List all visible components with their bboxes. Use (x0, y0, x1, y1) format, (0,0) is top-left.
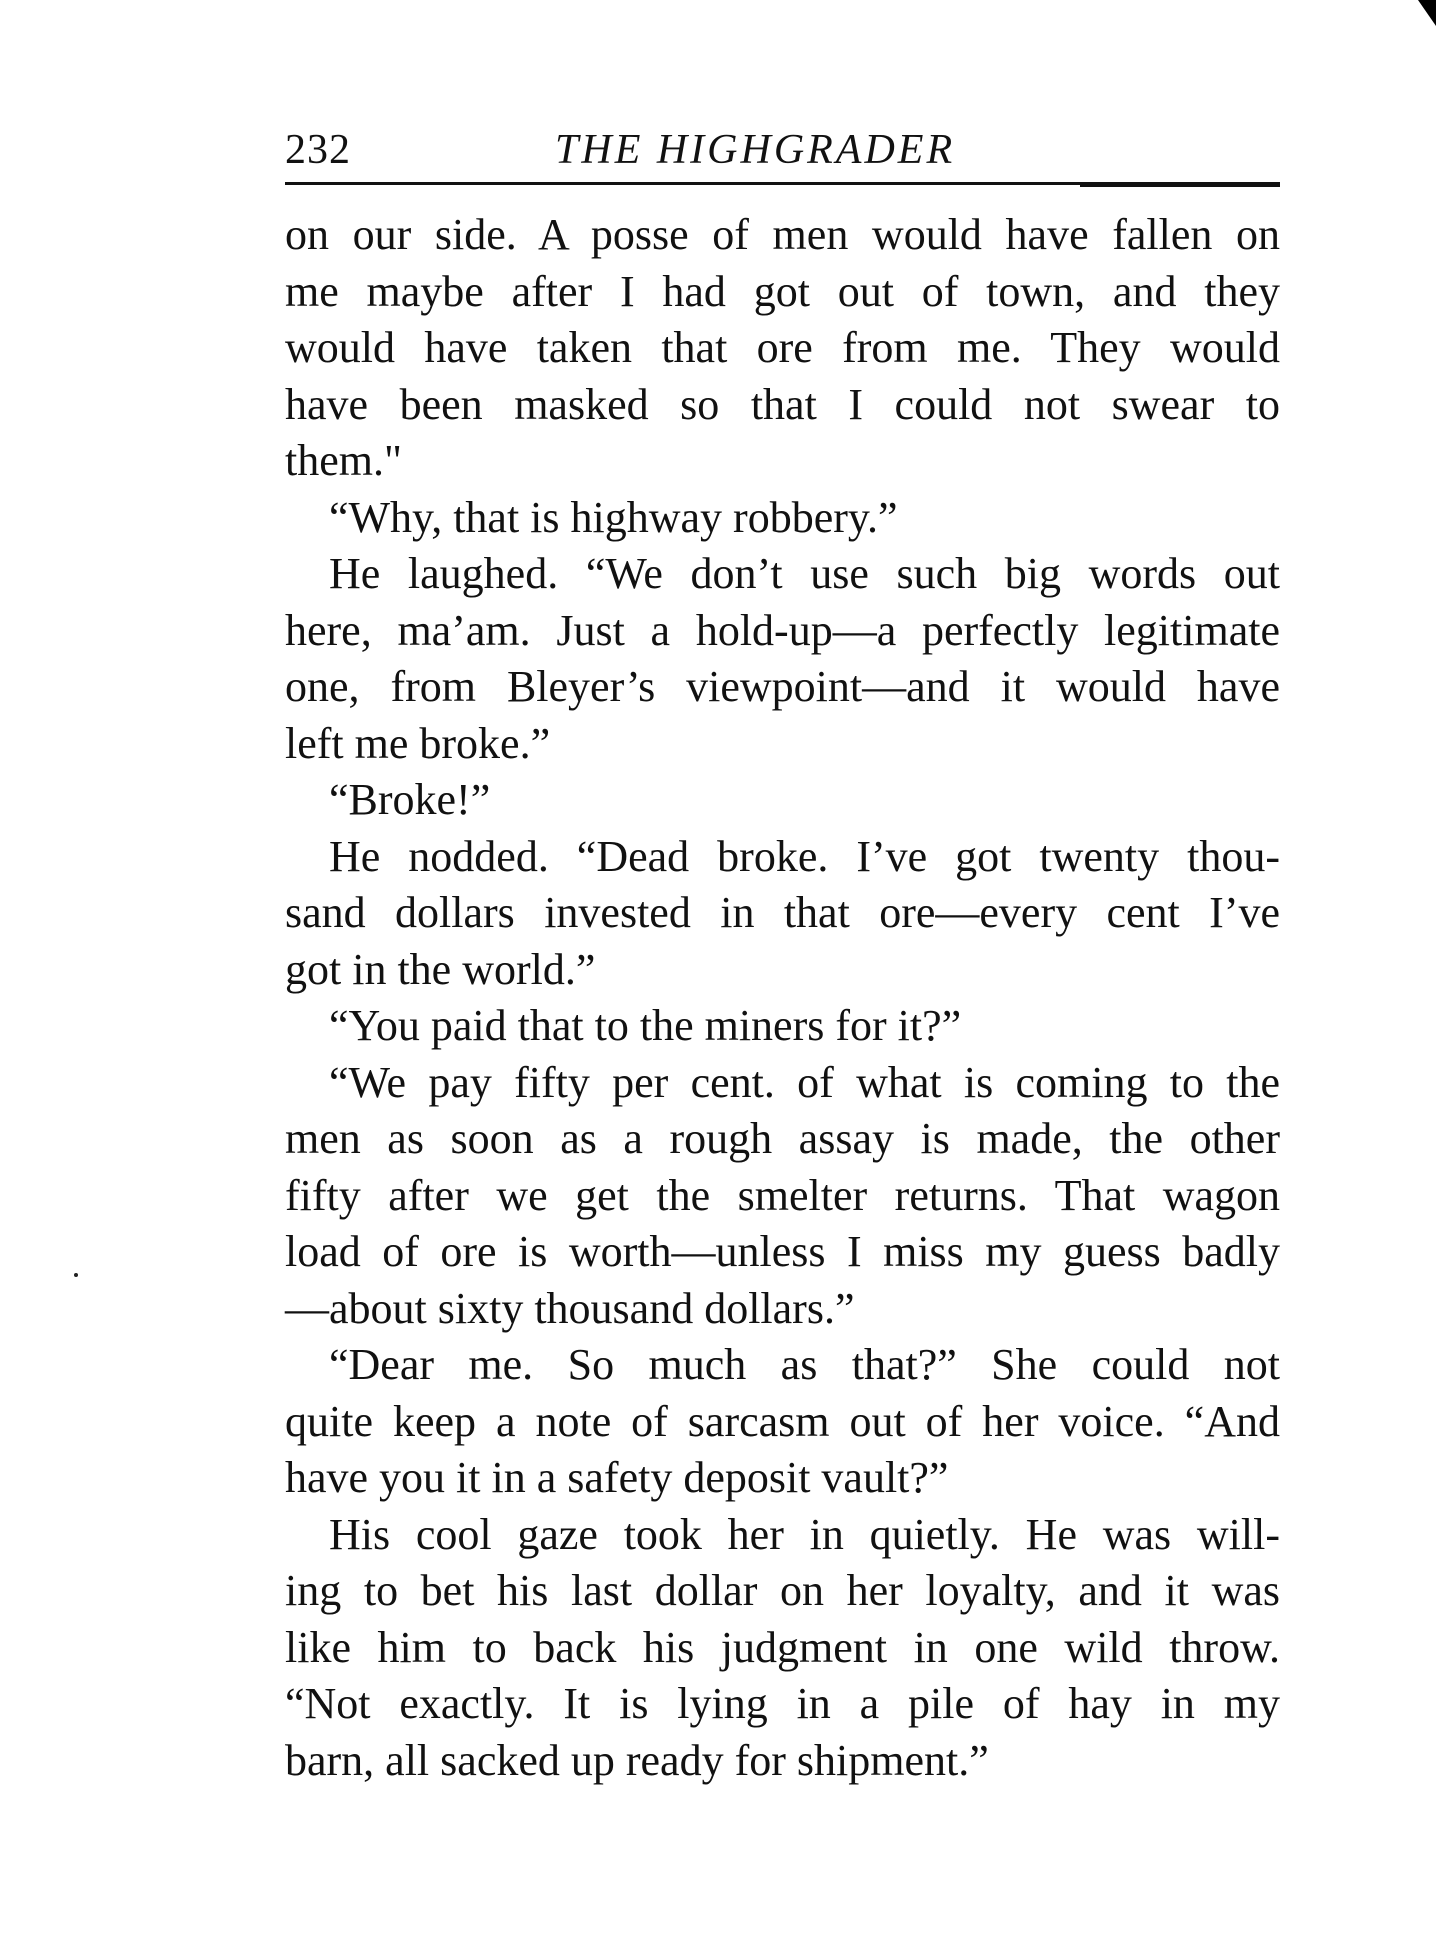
text-line: “We pay fifty per cent. of what is coming to the (329, 1057, 1280, 1107)
text-line: “Not exactly. It is lying in a pile of hay in my (285, 1679, 1280, 1728)
text-line: on our side. A posse of men would have fallen on (285, 210, 1280, 259)
text-line: “You paid that to the miners for it?” (329, 1001, 962, 1050)
page-header (285, 118, 1280, 182)
text-line: men as soon as a rough assay is made, the other (285, 1114, 1280, 1163)
text-line: quite keep a note of sarcasm out of her voice. “And (285, 1396, 1280, 1446)
text-line: one, from Bleyer’s viewpoint—and it would have (285, 662, 1280, 711)
text-line: would have taken that ore from me. They would (285, 323, 1280, 372)
header-rule (285, 182, 1280, 185)
text-line: them." (285, 436, 402, 485)
running-title: THE HIGHGRADER (555, 127, 956, 173)
scan-speck (74, 1273, 78, 1277)
text-line: fifty after we get the smelter returns. That wagon (285, 1170, 1280, 1220)
text-line: ing to bet his last dollar on her loyalty, and it was (285, 1566, 1280, 1615)
text-line: “Dear me. So much as that?” She could not (329, 1340, 1280, 1389)
text-line: “Why, that is highway robbery.” (329, 492, 898, 542)
text-line: —about sixty thousand dollars.” (285, 1283, 855, 1333)
text-line: barn, all sacked up ready for shipment.” (285, 1735, 989, 1785)
text-line: me maybe after I had got out of town, and they (285, 266, 1280, 316)
text-line: like him to back his judgment in one wild throw. (285, 1622, 1280, 1672)
page-number: 232 (285, 127, 351, 173)
body-text (285, 207, 1280, 1789)
text-line: sand dollars invested in that ore—every cent I’ve (285, 888, 1280, 937)
text-line: load of ore is worth—unless I miss my guess badly (285, 1227, 1280, 1276)
text-line: got in the world.” (285, 944, 596, 994)
text-line: have been masked so that I could not swear to (285, 379, 1280, 429)
text-line: He nodded. “Dead broke. I’ve got twenty thou- (329, 831, 1280, 881)
text-line: He laughed. “We don’t use such big words out (329, 549, 1280, 598)
text-line: left me broke.” (285, 718, 551, 768)
text-line: His cool gaze took her in quietly. He was will- (329, 1509, 1280, 1559)
text-line: “Broke!” (329, 775, 491, 824)
text-line: here, ma’am. Just a hold-up—a perfectly legitimate (285, 605, 1280, 655)
scan-corner-mark (1418, 0, 1436, 26)
text-line: have you it in a safety deposit vault?” (285, 1453, 949, 1502)
